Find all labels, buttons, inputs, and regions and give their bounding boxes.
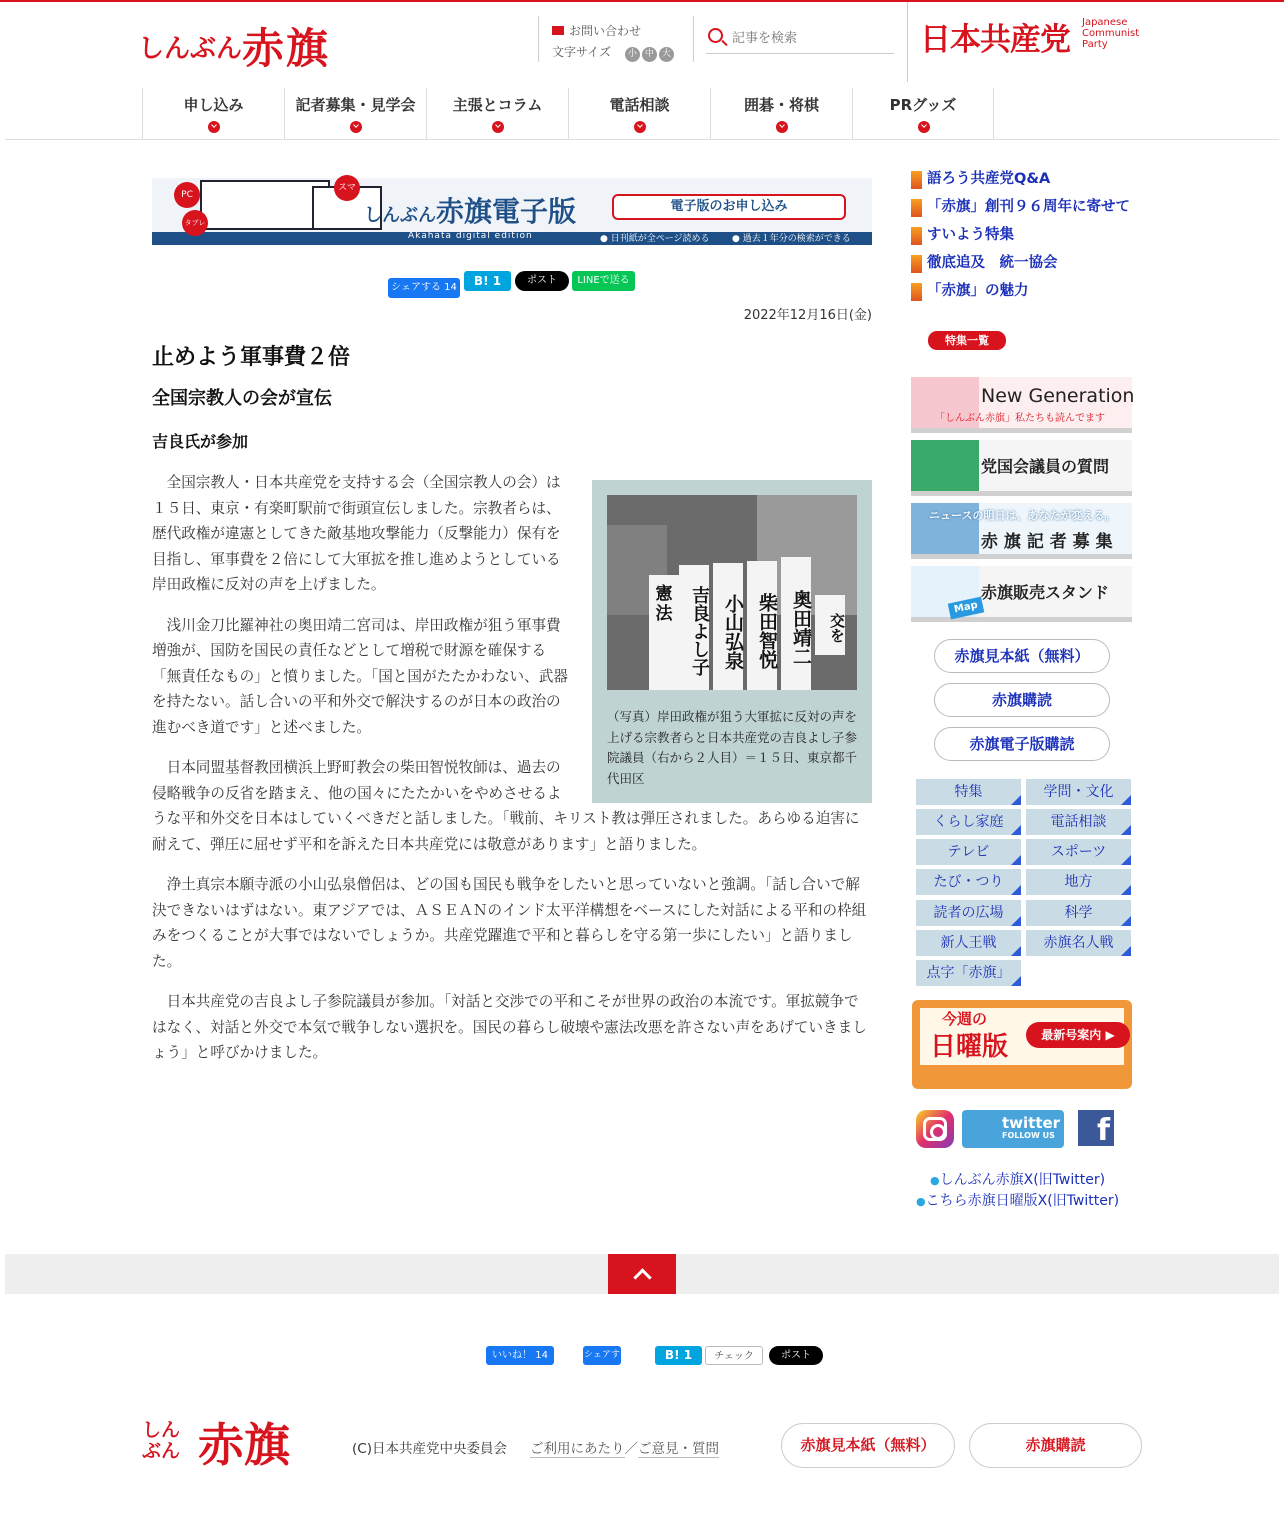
pc-screen-illustration	[200, 180, 330, 230]
nav-label: 申し込み	[183, 96, 244, 114]
feature-text: 過去１年分の検索ができる	[742, 234, 851, 244]
subscribe-button[interactable]: 赤旗購読	[934, 683, 1110, 717]
sidebar-link[interactable]: すいよう特集	[911, 226, 1131, 244]
article-paragraph: 日本共産党の吉良よし子参院議員が参加。「対話と交渉での平和こそが世界の政治の本流です。軍拡競争ではなく、対話と外交で本気で戦争しない選択を。国民の暮らし破壊や憲法改悪を許さない声をあげていきましょう」と呼びかけました。	[152, 993, 867, 1061]
logo-kana: しんぶん	[138, 34, 243, 64]
category-link[interactable]: 赤旗名人戦	[1026, 930, 1131, 956]
nav-label: 記者募集・見学会	[295, 96, 416, 114]
twitter-label: twitter	[1002, 1114, 1061, 1132]
x-link-label: こちら赤旗日曜版X(旧Twitter)	[925, 1193, 1120, 1209]
party-en-line: Communist	[1082, 28, 1140, 39]
facebook-icon[interactable]	[1078, 1110, 1114, 1146]
banner-footer	[152, 231, 872, 244]
reporter-recruit-banner[interactable]	[911, 503, 1132, 559]
font-size-label: 文字サイズ	[552, 45, 612, 59]
sign-text: 柴田智悦	[756, 592, 778, 669]
map-badge: Map	[948, 597, 985, 620]
font-size-medium-button[interactable]: 中	[642, 47, 657, 62]
nav-item-pr-goods[interactable]	[852, 88, 994, 140]
site-header	[0, 2, 1284, 82]
facebook-share-button-bottom[interactable]	[583, 1346, 621, 1379]
category-link[interactable]: 特集	[916, 779, 1021, 805]
tablet-bubble: タブレット	[182, 210, 208, 236]
banner-english: Akahata digital edition	[408, 231, 533, 241]
category-link[interactable]: 学問・文化	[1026, 779, 1131, 805]
diet-building-icon	[911, 440, 979, 491]
category-link[interactable]: 地方	[1026, 869, 1131, 895]
nav-label: 電話相談	[609, 96, 670, 114]
category-link[interactable]: たび・つり	[916, 869, 1021, 895]
category-link[interactable]: テレビ	[916, 839, 1021, 865]
header-divider	[693, 16, 694, 62]
sidebar-link[interactable]: 「赤旗」創刊９６周年に寄せて	[911, 198, 1131, 216]
category-link[interactable]: 新人王戦	[916, 930, 1021, 956]
free-sample-button[interactable]: 赤旗見本紙（無料）	[934, 639, 1110, 673]
sunday-title: 日曜版	[930, 1032, 1009, 1062]
photo-sign	[649, 575, 679, 690]
sign-text: 奥田靖二	[790, 589, 812, 666]
terms-link[interactable]: ご利用にあたり	[530, 1441, 625, 1457]
chevron-down-icon	[208, 121, 220, 133]
category-link[interactable]: 科学	[1026, 900, 1131, 926]
latest-issue-button[interactable]: 最新号案内 ▶	[1026, 1022, 1130, 1048]
digital-subscribe-button[interactable]: 赤旗電子版購読	[934, 727, 1110, 761]
party-name: 日本共産党	[920, 22, 1070, 58]
chevron-down-icon	[350, 121, 362, 133]
footer-logo-kanji: 赤旗	[198, 1418, 290, 1472]
instagram-icon[interactable]	[916, 1110, 954, 1148]
banner-title	[364, 190, 576, 230]
party-en-line: Japanese	[1082, 17, 1128, 28]
font-size-small-button[interactable]: 小	[625, 47, 640, 62]
x-link-akahata[interactable]	[930, 1169, 1105, 1189]
hatena-label: B! 1	[664, 1348, 693, 1362]
sidebar-link[interactable]: 「赤旗」の魅力	[911, 282, 1131, 300]
share-label: シェアする	[584, 1350, 620, 1379]
category-link[interactable]: 電話相談	[1026, 809, 1131, 835]
nav-item-phone-consult[interactable]	[568, 88, 710, 140]
footer-logo-kana: しんぶん	[142, 1419, 181, 1462]
digital-apply-button[interactable]: 電子版のお申し込み	[612, 194, 846, 220]
x-link-label: しんぶん赤旗X(旧Twitter)	[939, 1172, 1106, 1188]
main-nav	[142, 88, 994, 140]
search-box	[706, 26, 894, 54]
photo-sign	[679, 565, 709, 690]
twitter-sub: FOLLOW US	[1002, 1131, 1055, 1140]
facebook-glyph: f	[1096, 1113, 1110, 1148]
x-link-sunday[interactable]	[916, 1190, 1119, 1210]
feature-text: 日刊紙が全ページ読める	[610, 234, 710, 244]
banner-feature-2: ● 過去１年分の検索ができる	[732, 234, 851, 244]
nav-label: PRグッズ	[889, 96, 957, 114]
nav-label: 主張とコラム	[452, 96, 543, 114]
article-photo[interactable]	[607, 495, 857, 690]
back-to-top-button[interactable]	[608, 1254, 676, 1294]
search-input[interactable]	[732, 28, 892, 48]
logo-kanji: 赤旗	[242, 24, 331, 73]
chevron-down-icon	[634, 121, 646, 133]
nav-item-recruit[interactable]	[284, 88, 426, 140]
header-divider	[907, 2, 908, 82]
x-post-button-bottom[interactable]	[769, 1346, 823, 1365]
feature-list-button[interactable]: 特集一覧	[928, 331, 1006, 350]
banner-feature-1: ● 日刊紙が全ページ読める	[600, 234, 710, 244]
article-photo-box	[592, 480, 872, 803]
x-post-label: ポスト	[527, 275, 557, 286]
hatena-bookmark-button-bottom[interactable]	[655, 1346, 702, 1365]
hatena-bookmark-button[interactable]	[464, 271, 511, 291]
footer-subscribe-button[interactable]: 赤旗購読	[969, 1423, 1142, 1468]
photo-sign	[781, 557, 811, 690]
banner-label: 党国会議員の質問	[981, 457, 1110, 476]
mixi-label: チェック	[714, 1351, 754, 1362]
banner-label: New Generation	[981, 385, 1135, 407]
category-link[interactable]: 点字「赤旗」	[916, 960, 1021, 986]
feedback-link[interactable]: ご意見・質問	[638, 1441, 719, 1457]
sidebar-feature-links	[911, 170, 1131, 310]
footer-free-sample-button[interactable]: 赤旗見本紙（無料）	[781, 1423, 955, 1468]
facebook-share-label: シェアする 14	[391, 282, 457, 293]
nav-label: 囲碁・将棋	[743, 96, 819, 114]
header-divider	[538, 16, 539, 62]
footer-link-separator: ／	[624, 1441, 638, 1457]
nav-item-apply[interactable]	[142, 88, 284, 140]
sign-text: 交を	[828, 613, 846, 643]
category-link[interactable]: スポーツ	[1026, 839, 1131, 865]
article-title: 止めよう軍事費２倍	[152, 345, 351, 370]
font-size-large-button[interactable]: 大	[659, 47, 674, 62]
banner-sub: ニュースの明日は、あなたが変える。	[929, 509, 1116, 522]
banner-label: 赤旗販売スタンド	[981, 583, 1110, 602]
diet-questions-banner[interactable]	[911, 440, 1132, 496]
sunday-edition-banner[interactable]	[912, 1000, 1132, 1089]
search-icon[interactable]	[708, 28, 723, 43]
photo-sign	[747, 561, 777, 690]
x-post-label: ポスト	[781, 1350, 811, 1361]
nav-divider	[5, 139, 1279, 140]
article-subtitle: 全国宗教人の会が宣伝	[152, 388, 332, 409]
article-paragraph: 日本同盟基督教団横浜上野町教会の柴田智悦牧師は、過去の侵略戦争の反省を踏まえ、他の国々にたたかいをやめさせるような平和外交を日本はしていくべきだと話しました。「戦前、キリスト教は弾圧されました。あらゆる迫害に耐えて、弾圧に屈せず平和を訴えた日本共産党には敬意があります」と語りました。	[152, 759, 860, 853]
mixi-check-button[interactable]	[705, 1346, 763, 1365]
smartphone-bubble: スマホ	[334, 175, 360, 201]
sign-text: 憲法	[655, 584, 673, 624]
copyright: (C)日本共産党中央委員会	[352, 1441, 507, 1457]
footer-links	[530, 1437, 719, 1457]
chevron-down-icon	[776, 121, 788, 133]
contact-label: お問い合わせ	[569, 24, 642, 38]
article-date: 2022年12月16日(金)	[743, 308, 872, 323]
banner-title-text: 赤旗電子版	[436, 195, 577, 228]
article-paragraph: 浅川金刀比羅神社の奥田靖二宮司は、岸田政権が狙う軍事費増強が、国防を国民の責任などとして増税で財源を確保する「無責任なもの」と憤りました。「国と国がたたかわない、武器を持たない。話し合いの平和外交で解決するのが日本の政治の進むべき道です」と述べました。	[152, 616, 568, 736]
sidebar-link[interactable]: 語ろう共産党Q&A	[911, 170, 1131, 188]
hatena-label: B! 1	[473, 274, 502, 288]
site-logo[interactable]	[138, 16, 330, 76]
font-size-control	[552, 43, 674, 62]
category-link[interactable]: 読者の広場	[916, 900, 1021, 926]
article-subhead: 吉良氏が参加	[152, 432, 249, 451]
line-label: LINEで送る	[577, 275, 630, 286]
facebook-share-button[interactable]	[388, 278, 460, 298]
party-english	[1082, 17, 1139, 50]
instagram-glyph	[923, 1117, 947, 1141]
new-generation-banner[interactable]	[911, 377, 1135, 433]
pc-bubble: PC	[174, 182, 200, 208]
banner-label: 赤 旗 記 者 募 集	[981, 532, 1113, 552]
jcp-logo[interactable]	[920, 14, 1140, 59]
twitter-follow-button[interactable]	[962, 1110, 1064, 1148]
line-share-button[interactable]	[572, 271, 635, 291]
sign-text: 吉良よし子	[689, 585, 710, 676]
like-label: いいね！ 14	[492, 1350, 548, 1361]
article-paragraph: 浄土真宗本願寺派の小山弘泉僧侶は、どの国も国民も戦争をしたいと思っていないと強調。「話し合いで解決できないはずはない。東アジアでは、ＡＳＥＡＮのインド太平洋構想をベースにした対話による平和の枠組みをつくることが大事ではないでしょうか。共産党躍進で平和と暮らしを守る第一歩にしたい」と語りました。	[152, 876, 867, 970]
facebook-like-button[interactable]	[486, 1346, 554, 1365]
photo-sign	[713, 563, 743, 690]
nav-item-editorial[interactable]	[426, 88, 568, 140]
party-en-line: Party	[1082, 39, 1108, 50]
photo-caption: （写真）岸田政権が狙う大軍拡に反対の声を上げる宗教者らと日本共産党の吉良よし子参院議員（右から２人目）＝１５日、東京都千代田区	[607, 709, 858, 786]
article-paragraph: 全国宗教人・日本共産党を支持する会（全国宗教人の会）は１５日、東京・有楽町駅前で街頭宣伝しました。宗教者らは、歴代政権が違憲としてきた敵基地攻撃能力（反撃能力）保有を目指し、軍事費を２倍にして大軍拡を推し進めようとしている岸田政権に反対の声を上げました。	[152, 474, 561, 593]
banner-sub: 「しんぶん赤旗」私たちも読んでます	[935, 413, 1105, 424]
sunday-kicker: 今週の	[942, 1010, 988, 1028]
sidebar-link[interactable]: 徹底追及 統一協会	[911, 254, 1131, 272]
photo-sign	[815, 595, 845, 655]
x-post-button[interactable]	[515, 271, 569, 291]
sign-text: 小山弘泉	[722, 593, 744, 670]
category-link[interactable]: くらし家庭	[916, 809, 1021, 835]
mail-icon	[552, 26, 564, 35]
nav-item-igo-shogi[interactable]	[710, 88, 852, 140]
contact-link[interactable]	[552, 22, 641, 39]
chevron-down-icon	[492, 121, 504, 133]
banner-kana: しんぶん	[364, 205, 436, 226]
sales-stand-banner[interactable]	[911, 566, 1132, 622]
chevron-down-icon	[918, 121, 930, 133]
